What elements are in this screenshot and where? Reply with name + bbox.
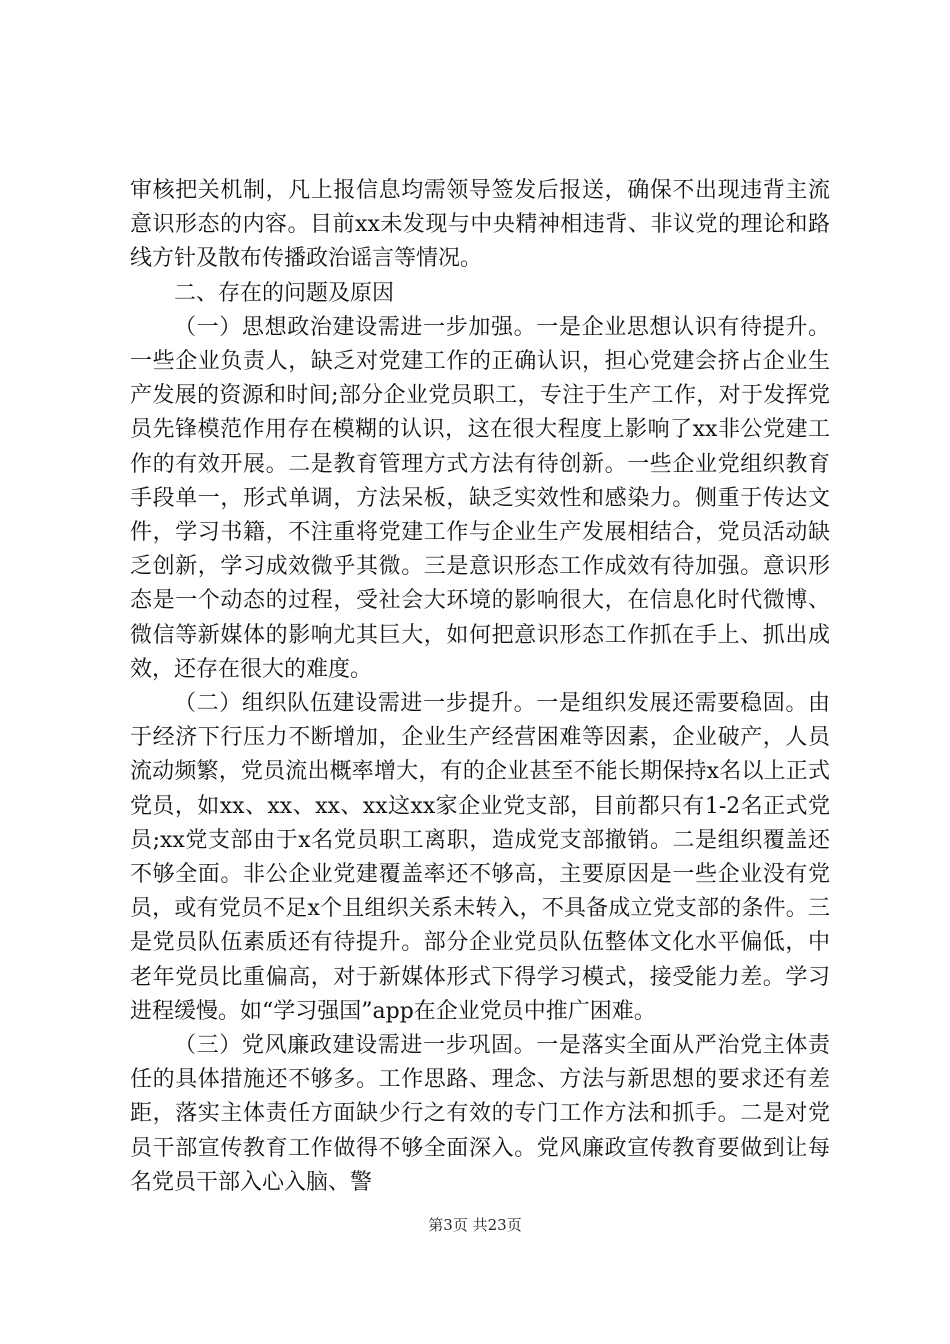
paragraph-section-2: （二）组织队伍建设需进一步提升。一是组织发展还需要稳固。由于经济下行压力不断增加，企业生产经营困难等因素，企业破产，人员流动频繁，党员流出概率增大，有的企业甚至不能长期保持x名以上正式党员，如xx、xx、xx、xx这xx家企业党支部，目前都只有1-2名正式党员;xx党支部由于x名党员职工离职，造成党支部撤销。二是组织覆盖还不够全面。非公企业党建覆盖率还不够高，主要原因是一些企业没有党员，或有党员不足x个且组织关系未转入，不具备成立党支部的条件。三是党员队伍素质还有待提升。部分企业党员队伍整体文化水平偏低，中老年党员比重偏高，对于新媒体形式下得学习模式，接受能力差。学习进程缓慢。如“学习强国”app在企业党员中推广困难。 [130,691,830,1024]
paragraph-section-3: （三）党风廉政建设需进一步巩固。一是落实全面从严治党主体责任的具体措施还不够多。工作思路、理念、方法与新思想的要求还有差距，落实主体责任方面缺少行之有效的专门工作方法和抓手。二是对党员干部宣传教育工作做得不够全面深入。党风廉政宣传教育要做到让每名党员干部入心入脑、警 [130,1033,830,1195]
page-number-footer: 第3页 共23页 [428,1216,522,1234]
document-body [130,174,830,1200]
paragraph-section-1: （一）思想政治建设需进一步加强。一是企业思想认识有待提升。一些企业负责人，缺乏对党建工作的正确认识，担心党建会挤占企业生产发展的资源和时间;部分企业党员职工，专注于生产工作，对于发挥党员先锋模范作用存在模糊的认识，这在很大程度上影响了xx非公党建工作的有效开展。二是教育管理方式方法有待创新。一些企业党组织教育手段单一，形式单调，方法呆板，缺乏实效性和感染力。侧重于传达文件，学习书籍，不注重将党建工作与企业生产发展相结合，党员活动缺乏创新，学习成效微乎其微。三是意识形态工作成效有待加强。意识形态是一个动态的过程，受社会大环境的影响很大，在信息化时代微博、微信等新媒体的影响尤其巨大，如何把意识形态工作抓在手上、抓出成效，还存在很大的难度。 [130,314,830,682]
paragraph-continuation: 审核把关机制，凡上报信息均需领导签发后报送，确保不出现违背主流意识形态的内容。目前xx未发现与中央精神相违背、非议党的理论和路线方针及散布传播政治谣言等情况。 [130,178,830,272]
section-heading: 二、存在的问题及原因 [174,280,395,306]
